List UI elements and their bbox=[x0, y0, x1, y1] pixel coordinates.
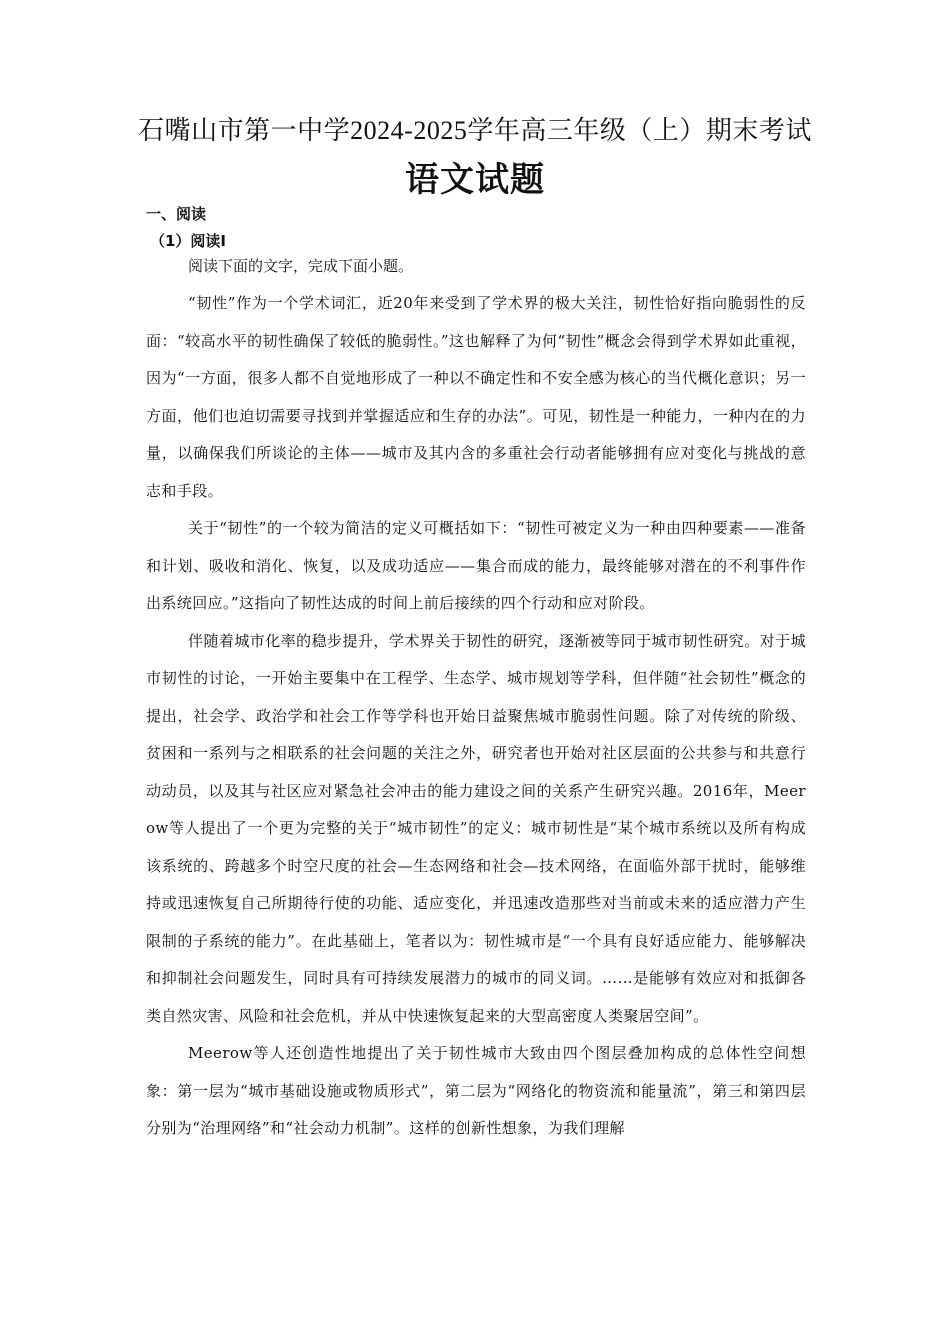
exam-header-title: 石嘴山市第一中学2024-2025学年高三年级（上）期末考试 bbox=[138, 116, 812, 145]
passage-paragraph: 关于“韧性”的一个较为简洁的定义可概括如下：“韧性可被定义为一种由四种要素——准备和计划、吸收和消化、恢复，以及成功适应——集合而成的能力，最终能够对潜在的不利事件作出系统回应。”这指向了韧性达成的时间上前后接续的四个行动和应对阶段。 bbox=[146, 519, 806, 612]
paper-title: 语文试题 bbox=[405, 160, 545, 200]
reading-instruction: 阅读下面的文字，完成下面小题。 bbox=[188, 257, 414, 275]
sub-heading: （1）阅读Ⅰ bbox=[150, 232, 227, 250]
section-heading: 一、阅读 bbox=[146, 205, 207, 223]
passage-paragraph: 伴随着城市化率的稳步提升，学术界关于韧性的研究，逐渐被等同于城市韧性研究。对于城市韧性的讨论，一开始主要集中在工程学、生态学、城市规划等学科，但伴随“社会韧性”概念的提出，社会学、政治学和社会工作等学科也开始日益聚焦城市脆弱性问题。除了对传统的阶级、贫困和一系列与之相联系的社会问题的关注之外，研究者也开始对社区层面的公共参与和共意行动动员，以及其与社区应对紧急社会冲击的能力建设之间的关系产生研究兴趣。2016年，Meerow等人提出了一个更为完整的关于“城市韧性”的定义：城市韧性是“某个城市系统以及所有构成该系统的、跨越多个时空尺度的社会—生态网络和社会—技术网络，在面临外部干扰时，能够维持或迅速恢复自己所期待行使的功能、适应变化，并迅速改造那些对当前或未来的适应潜力产生限制的子系统的能力”。在此基础上，笔者以为：韧性城市是“一个具有良好适应能力、能够解决和抑制社会问题发生，同时具有可持续发展潜力的城市的同义词。……是能够有效应对和抵御各类自然灾害、风险和社会危机，并从中快速恢复起来的大型高密度人类聚居空间”。 bbox=[146, 631, 806, 1025]
passage-paragraph: “韧性”作为一个学术词汇，近20年来受到了学术界的极大关注，韧性恰好指向脆弱性的反面：“较高水平的韧性确保了较低的脆弱性。”这也解释了为何“韧性”概念会得到学术界如此重视，因为“一方面，很多人都不自觉地形成了一种以不确定性和不安全感为核心的当代概化意识；另一方面，他们也迫切需要寻找到并掌握适应和生存的办法”。可见，韧性是一种能力，一种内在的力量，以确保我们所谈论的主体——城市及其内含的多重社会行动者能够拥有应对变化与挑战的意志和手段。 bbox=[146, 294, 806, 500]
passage-paragraph: Meerow等人还创造性地提出了关于韧性城市大致由四个图层叠加构成的总体性空间想象：第一层为“城市基础设施或物质形式”，第二层为“网络化的物资流和能量流”，第三和第四层分别为“治理网络”和“社会动力机制”。这样的创新性想象，为我们理解 bbox=[146, 1044, 806, 1137]
reading-passage bbox=[146, 285, 806, 1148]
